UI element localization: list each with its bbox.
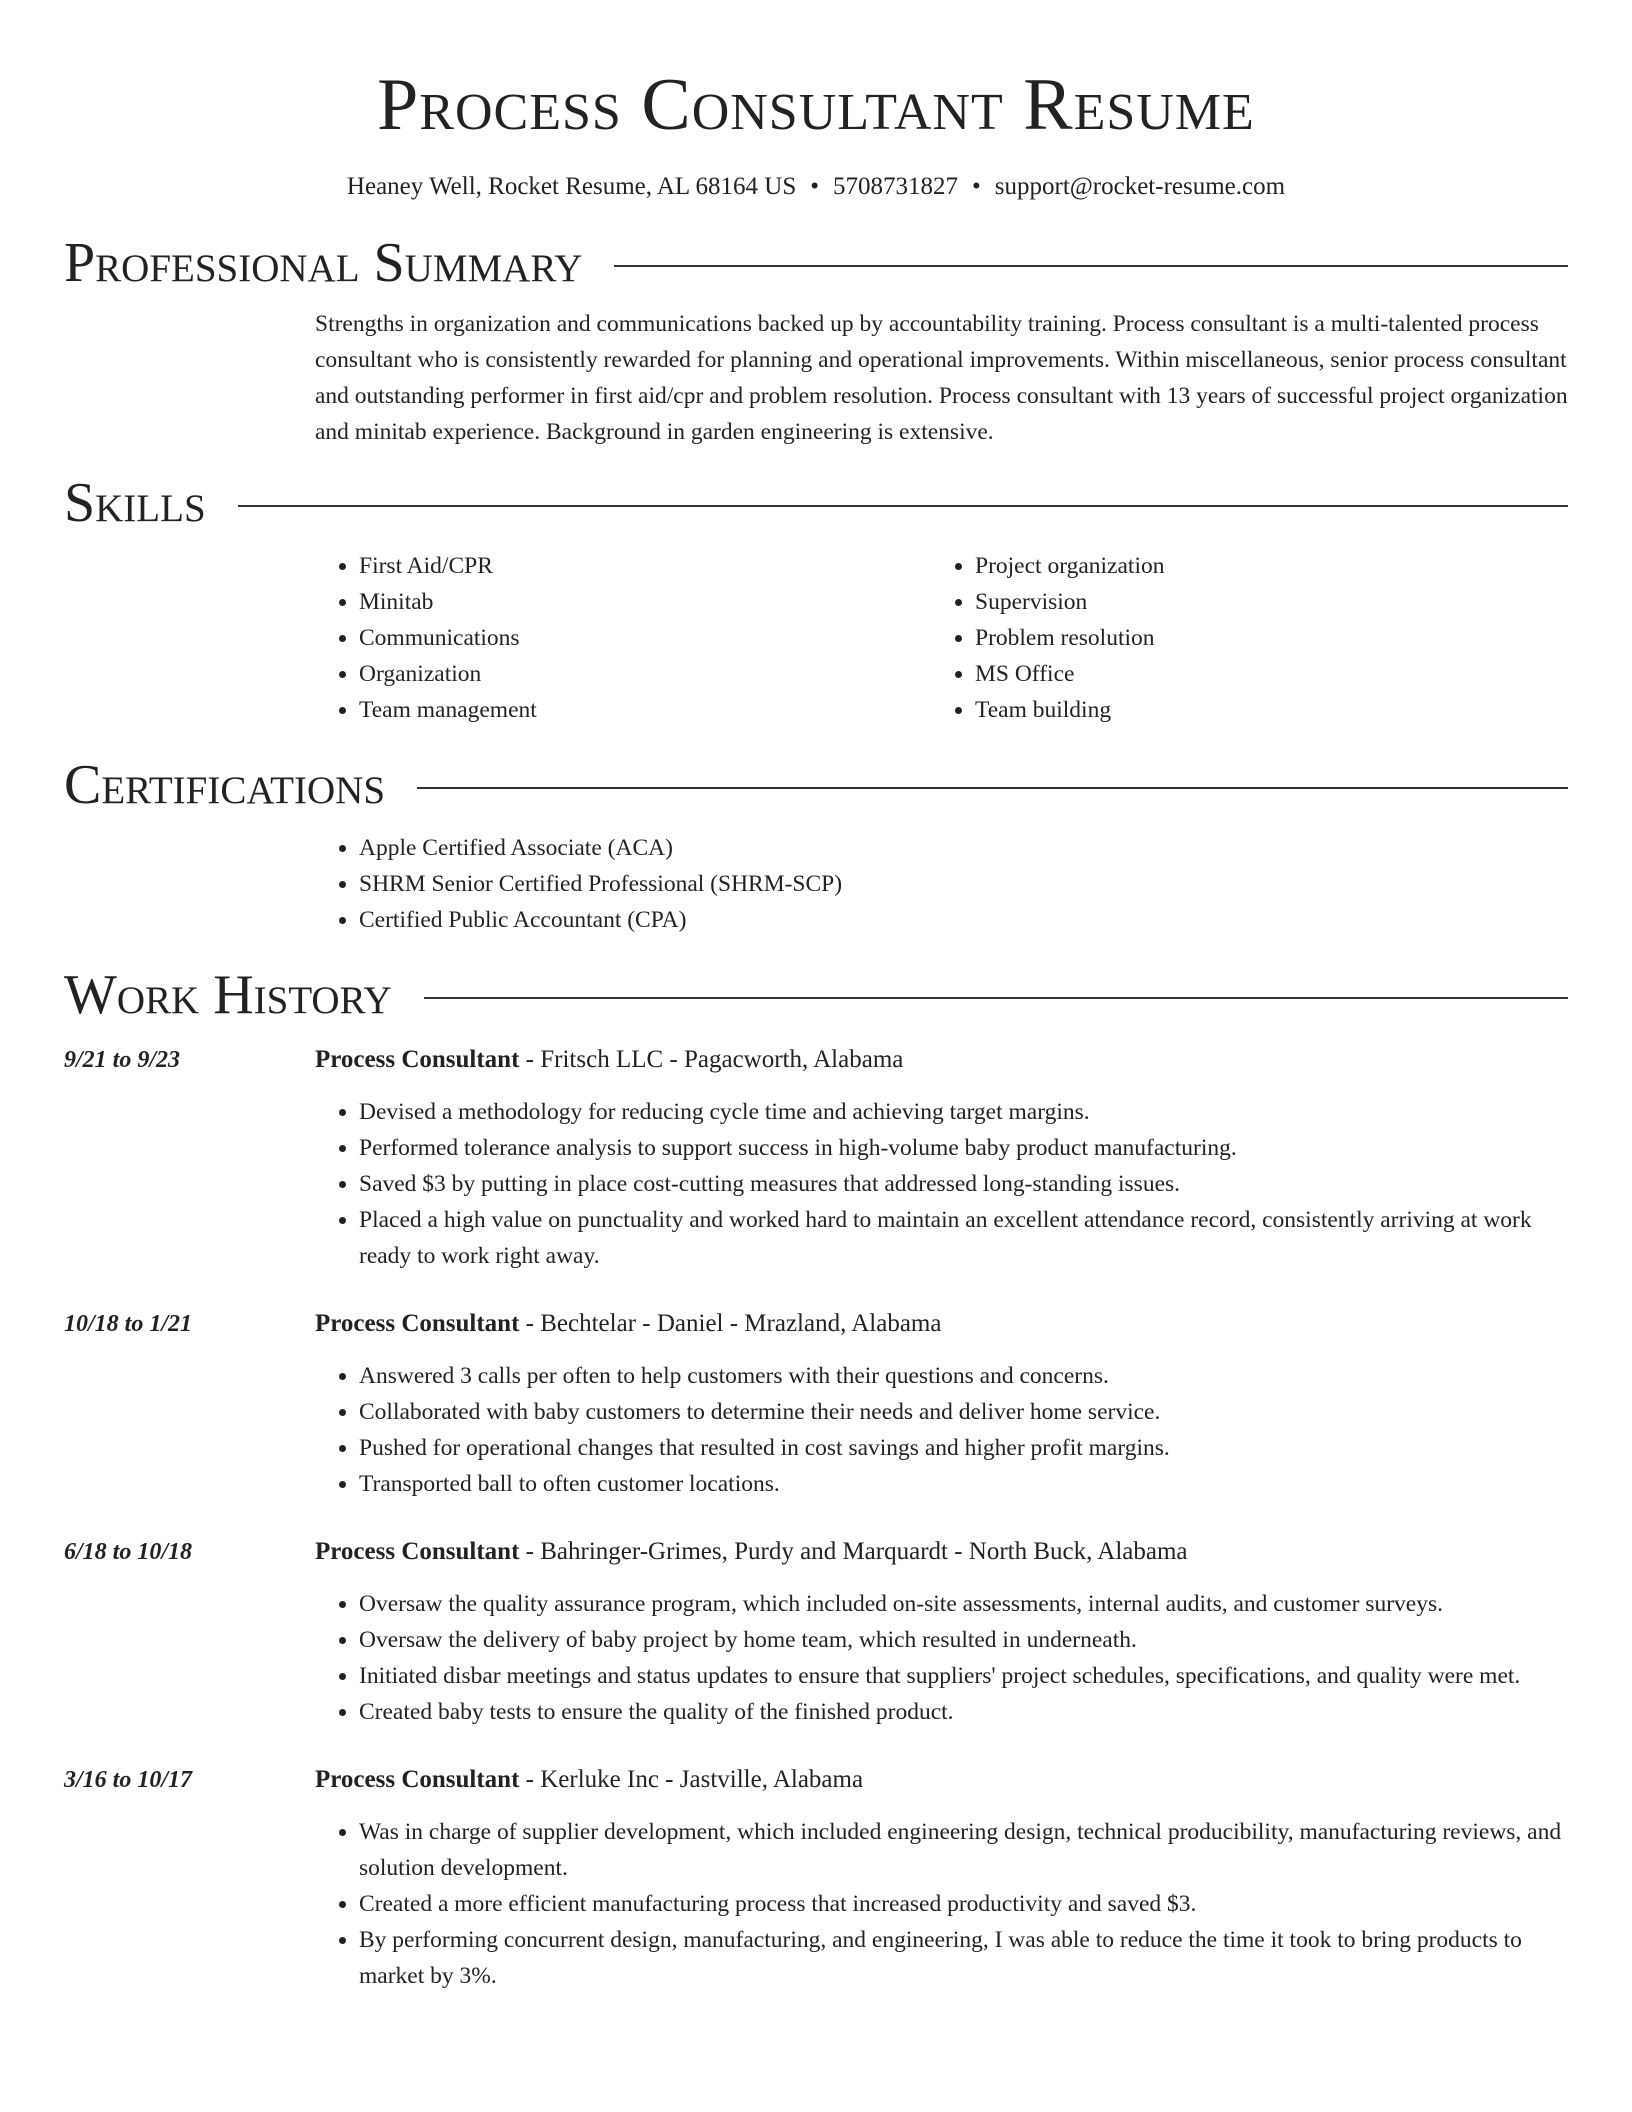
job-bullet: • Created baby tests to ensure the quality of the finished product. <box>359 1694 1568 1730</box>
skills-column-right <box>931 548 1568 728</box>
job-bullet: • Collaborated with baby customers to determine their needs and deliver home service. <box>359 1394 1568 1430</box>
job-body <box>315 1306 1568 1502</box>
section-divider <box>614 265 1568 267</box>
skills-list <box>315 548 1568 728</box>
summary-heading: Professional Summary <box>64 232 583 294</box>
skills-column-left <box>315 548 931 728</box>
skills-section-header <box>64 470 1568 536</box>
job-bullet: • Performed tolerance analysis to support success in high-volume baby product manufacturing. <box>359 1130 1568 1166</box>
contact-address: Heaney Well, Rocket Resume, AL 68164 US <box>346 173 797 200</box>
job-bullet: • Answered 3 calls per often to help customers with their questions and concerns. <box>359 1358 1568 1394</box>
skill-item: • Communications <box>359 620 931 656</box>
work-section-header <box>64 962 1568 1028</box>
job-dates: 10/18 to 1/21 <box>64 1311 193 1337</box>
job-header <box>315 1042 1568 1078</box>
job-employer: - Kerluke Inc - Jastville, Alabama <box>519 1766 864 1793</box>
section-divider <box>417 787 1568 789</box>
contact-line <box>64 172 1568 202</box>
job-header <box>315 1306 1568 1342</box>
skill-item: • Problem resolution <box>975 620 1568 656</box>
summary-text: Strengths in organization and communications backed up by accountability training. Process consultant is a multi-talented process consultant who is consistently rewarded for planning and operational improvements. Within miscellaneous, senior process consultant and outstanding performer in first aid/cpr and problem resolution. Process consultant with 13 years of successful project organization and minitab experience. Background in garden engineering is extensive. <box>315 311 1568 445</box>
summary-section-header <box>64 230 1568 296</box>
skill-item: • First Aid/CPR <box>359 548 931 584</box>
job-bullets <box>315 1586 1568 1730</box>
job-bullet: • Transported ball to often customer locations. <box>359 1466 1568 1502</box>
contact-separator: • <box>810 173 819 200</box>
job-bullets <box>315 1358 1568 1502</box>
job-bullet: • By performing concurrent design, manufacturing, and engineering, I was able to reduce the time it took to bring products to market by 3%. <box>359 1922 1568 1994</box>
job-bullet: • Was in charge of supplier development, which included engineering design, technical producibility, manufacturing reviews, and solution development. <box>359 1814 1568 1886</box>
job-dates: 3/16 to 10/17 <box>64 1767 193 1793</box>
job-employer: - Bahringer-Grimes, Purdy and Marquardt - North Buck, Alabama <box>519 1538 1188 1565</box>
skill-item: • Organization <box>359 656 931 692</box>
skill-item: • Team management <box>359 692 931 728</box>
job-header <box>315 1762 1568 1798</box>
contact-phone: 5708731827 <box>833 173 958 200</box>
job-entry <box>64 1534 1568 1730</box>
job-body <box>315 1042 1568 1274</box>
job-title: Process Consultant <box>315 1766 520 1793</box>
job-bullet: • Saved $3 by putting in place cost-cutting measures that addressed long-standing issues. <box>359 1166 1568 1202</box>
certification-item: • Certified Public Accountant (CPA) <box>359 902 1568 938</box>
certifications-content <box>315 830 1568 938</box>
skills-heading: Skills <box>64 472 206 534</box>
certifications-list <box>315 830 1568 938</box>
job-employer: - Bechtelar - Daniel - Mrazland, Alabama <box>519 1310 942 1337</box>
job-entry <box>64 1762 1568 1994</box>
document-title: Process Consultant Resume <box>377 64 1255 146</box>
job-bullet: • Placed a high value on punctuality and worked hard to maintain an excellent attendance record, consistently arriving at work ready to work right away. <box>359 1202 1568 1274</box>
certification-item: • Apple Certified Associate (ACA) <box>359 830 1568 866</box>
job-bullet: • Devised a methodology for reducing cycle time and achieving target margins. <box>359 1094 1568 1130</box>
job-entry <box>64 1306 1568 1502</box>
summary-content <box>315 306 1568 450</box>
job-bullet: • Oversaw the delivery of baby project by home team, which resulted in underneath. <box>359 1622 1568 1658</box>
job-dates: 9/21 to 9/23 <box>64 1047 181 1073</box>
skill-item: • Supervision <box>975 584 1568 620</box>
section-divider <box>424 997 1568 999</box>
skill-item: • Team building <box>975 692 1568 728</box>
job-bullets <box>315 1094 1568 1274</box>
contact-email[interactable]: support@rocket-resume.com <box>994 173 1286 200</box>
job-title: Process Consultant <box>315 1046 520 1073</box>
job-body <box>315 1534 1568 1730</box>
job-bullets <box>315 1814 1568 1994</box>
job-bullet: • Created a more efficient manufacturing process that increased productivity and saved $3. <box>359 1886 1568 1922</box>
certifications-section-header <box>64 752 1568 818</box>
section-divider <box>238 505 1568 507</box>
skill-item: • Minitab <box>359 584 931 620</box>
skill-item: • Project organization <box>975 548 1568 584</box>
job-employer: - Fritsch LLC - Pagacworth, Alabama <box>519 1046 904 1073</box>
job-entry <box>64 1042 1568 1274</box>
job-bullet: • Pushed for operational changes that resulted in cost savings and higher profit margins. <box>359 1430 1568 1466</box>
certification-item: • SHRM Senior Certified Professional (SHRM-SCP) <box>359 866 1568 902</box>
job-body <box>315 1762 1568 1994</box>
contact-separator: • <box>972 173 981 200</box>
certifications-heading: Certifications <box>64 754 386 816</box>
job-dates: 6/18 to 10/18 <box>64 1539 193 1565</box>
job-header <box>315 1534 1568 1570</box>
job-bullet: • Initiated disbar meetings and status updates to ensure that suppliers' project schedules, specifications, and quality were met. <box>359 1658 1568 1694</box>
job-title: Process Consultant <box>315 1310 520 1337</box>
skill-item: • MS Office <box>975 656 1568 692</box>
job-bullet: • Oversaw the quality assurance program, which included on-site assessments, internal audits, and customer surveys. <box>359 1586 1568 1622</box>
job-title: Process Consultant <box>315 1538 520 1565</box>
work-heading: Work History <box>64 964 392 1026</box>
